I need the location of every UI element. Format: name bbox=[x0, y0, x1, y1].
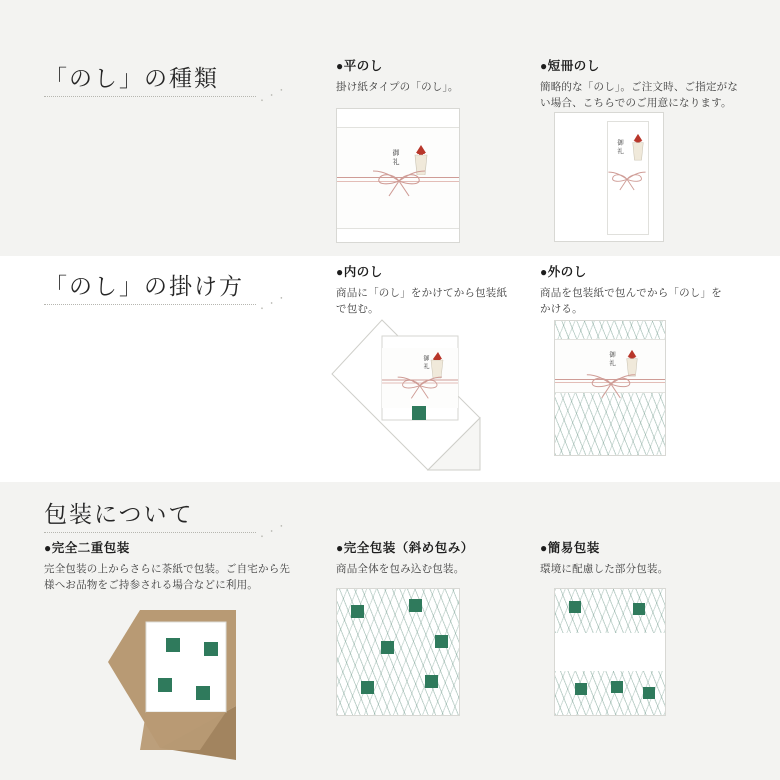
item-uchi-noshi bbox=[336, 262, 516, 318]
figure-soto-noshi bbox=[554, 320, 666, 456]
item-desc: 商品に「のし」をかけてから包装紙で包む。 bbox=[336, 287, 508, 316]
item-desc: 商品を包装紙で包んでから「のし」をかける。 bbox=[540, 287, 722, 316]
bullet-icon: ● bbox=[336, 59, 344, 73]
section-heading-packaging: 包装について bbox=[44, 502, 194, 527]
figure-hira-noshi bbox=[336, 108, 460, 243]
item-simple-wrap bbox=[540, 538, 730, 577]
pattern-square bbox=[569, 601, 581, 613]
heading-rule-2 bbox=[44, 304, 256, 305]
section-heading-noshi-types: 「のし」の種類 bbox=[44, 66, 219, 91]
noshi-mark-icon bbox=[631, 133, 645, 161]
pattern-square bbox=[435, 635, 448, 648]
kraft-wrap-illustration bbox=[100, 600, 260, 770]
heading-rule-1 bbox=[44, 96, 256, 97]
noshi-label: 御礼 bbox=[616, 139, 623, 156]
bullet-icon: ● bbox=[540, 265, 548, 279]
mizuhiki-bow-icon bbox=[585, 369, 637, 401]
noshi-label: 御礼 bbox=[392, 149, 400, 167]
bullet-icon: ● bbox=[44, 541, 52, 555]
item-desc: 簡略的な「のし」。ご注文時、ご指定がない場合、こちらでのご用意になります。 bbox=[540, 81, 739, 110]
pattern-square bbox=[351, 605, 364, 618]
pattern-square bbox=[633, 603, 645, 615]
item-full-wrap bbox=[336, 538, 526, 577]
figure-simple-wrap bbox=[554, 588, 666, 716]
item-title: ●完全包装（斜め包み） bbox=[336, 541, 474, 555]
bullet-icon: ● bbox=[540, 541, 548, 555]
pattern-square bbox=[575, 683, 587, 695]
diagonal-wrap-illustration bbox=[330, 318, 490, 473]
section-heading-noshi-methods: 「のし」の掛け方 bbox=[44, 274, 244, 299]
bullet-icon: ● bbox=[540, 59, 548, 73]
item-title: ●内のし bbox=[336, 265, 383, 279]
pattern-square bbox=[611, 681, 623, 693]
item-desc: 掛け紙タイプの「のし」。 bbox=[336, 81, 459, 93]
bullet-icon: ● bbox=[336, 265, 344, 279]
heading-dots-1: ・・・ bbox=[255, 82, 290, 108]
heading-dots-2: ・・・ bbox=[255, 290, 290, 316]
figure-double-wrap bbox=[100, 600, 260, 770]
figure-uchi-noshi bbox=[330, 318, 490, 473]
item-title: ●短冊のし bbox=[540, 59, 600, 73]
bullet-icon: ● bbox=[336, 541, 344, 555]
mizuhiki-bow-icon bbox=[607, 165, 647, 195]
pattern-square bbox=[409, 599, 422, 612]
item-title: ●外のし bbox=[540, 265, 587, 279]
pattern-square bbox=[643, 687, 655, 699]
item-soto-noshi bbox=[540, 262, 730, 318]
noshi-label: 御礼 bbox=[422, 355, 428, 371]
mizuhiki-bow-icon bbox=[371, 165, 427, 199]
noshi-label: 御礼 bbox=[608, 351, 615, 368]
figure-tanzaku-noshi bbox=[554, 112, 664, 242]
pattern-square bbox=[361, 681, 374, 694]
item-title: ●完全二重包装 bbox=[44, 541, 130, 555]
figure-full-wrap bbox=[336, 588, 460, 716]
heading-rule-3 bbox=[44, 532, 256, 533]
item-desc: 環境に配慮した部分包装。 bbox=[540, 563, 669, 575]
item-double-wrap bbox=[44, 538, 294, 594]
pattern-square bbox=[425, 675, 438, 688]
heading-dots-3: ・・・ bbox=[255, 518, 290, 544]
item-desc: 完全包装の上からさらに茶紙で包装。ご自宅から先様へお品物をご持参される場合などに利用。 bbox=[44, 563, 291, 592]
pattern-square bbox=[381, 641, 394, 654]
item-title: ●平のし bbox=[336, 59, 383, 73]
item-desc: 商品全体を包み込む包装。 bbox=[336, 563, 465, 575]
item-tanzaku-noshi bbox=[540, 56, 740, 112]
item-hira-noshi bbox=[336, 56, 516, 95]
item-title: ●簡易包装 bbox=[540, 541, 600, 555]
